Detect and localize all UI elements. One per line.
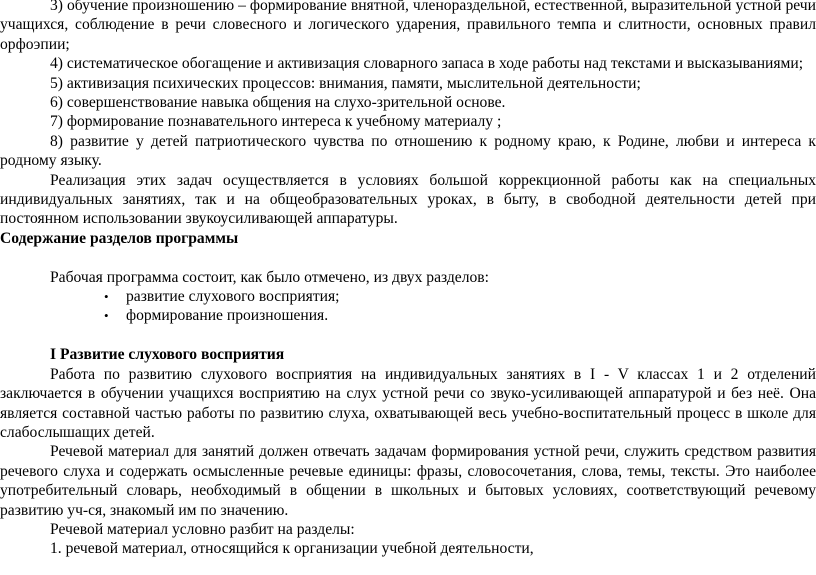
list-item (104, 306, 816, 325)
section1-paragraph-2: Речевой материал для занятий должен отвечать задачам формирования устной речи, служить средством развития речевого слуха и содержать осмысленные речевые единицы: фразы, словосочетания, слова, темы, тексты. Это наиболее употребительный словарь, необходимый в общении в школьных и бытовых условиях, соответствующий речевому развитию уч-ся, знакомый им по значению. (0, 443, 816, 519)
section-name: формирование произношения. (126, 307, 329, 325)
spacer (0, 248, 816, 267)
section1-paragraph-3: Речевой материал условно разбит на разделы: (50, 520, 355, 538)
section-name: развитие слухового восприятия; (126, 288, 340, 306)
contents-heading: Содержание разделов программы (0, 229, 239, 247)
realization-paragraph: Реализация этих задач осуществляется в условиях большой коррекционной работы как на специальных индивидуальных занятиях, так и на общеобразовательных уроках, в быту, в свободной деятельности детей при постоянном использовании звукоусиливающей аппаратуры. (0, 171, 816, 228)
section1-paragraph-4: 1. речевой материал, относящийся к организации учебной деятельности, (50, 540, 534, 558)
task-item-5: 5) активизация психических процессов: внимания, памяти, мыслительной деятельности; (50, 74, 641, 92)
bullet-icon: • (104, 308, 109, 324)
bullet-icon: • (104, 289, 109, 305)
task-item-8: 8) развитие у детей патриотического чувства по отношению к родному краю, к Родине, любви и интереса к родному языку. (0, 132, 816, 170)
spacer (0, 326, 816, 345)
task-item-6: 6) совершенствование навыка общения на слухо-зрительной основе. (50, 94, 506, 112)
task-item-4: 4) систематическое обогащение и активизация словарного запаса в ходе работы над текстами и высказываниями; (50, 55, 804, 73)
list-item (104, 287, 816, 306)
section1-paragraph-1: Работа по развитию слухового восприятия на индивидуальных занятиях в I - V классах 1 и 2 отделений заключается в обучении учащихся восприятию на слух устной речи со звуко-усиливающей аппаратурой и без неё. Она является составной частью работы по развитию слуха, охватывающей весь учебно-воспитательный процесс в школе для слабослышащих детей. (0, 365, 816, 441)
task-item-7: 7) формирование познавательного интереса к учебному материалу ; (50, 113, 502, 131)
section1-heading: I Развитие слухового восприятия (50, 346, 285, 364)
sections-list (0, 287, 816, 326)
task-item-3: 3) обучение произношению – формирование внятной, членораздельной, естественной, выразительной устной речи учащихся, соблюдение в речи словесного и логического ударения, правильного темпа и слитности, основных правил орфоэпии; (0, 0, 816, 53)
program-intro: Рабочая программа состоит, как было отмечено, из двух разделов: (50, 268, 489, 286)
